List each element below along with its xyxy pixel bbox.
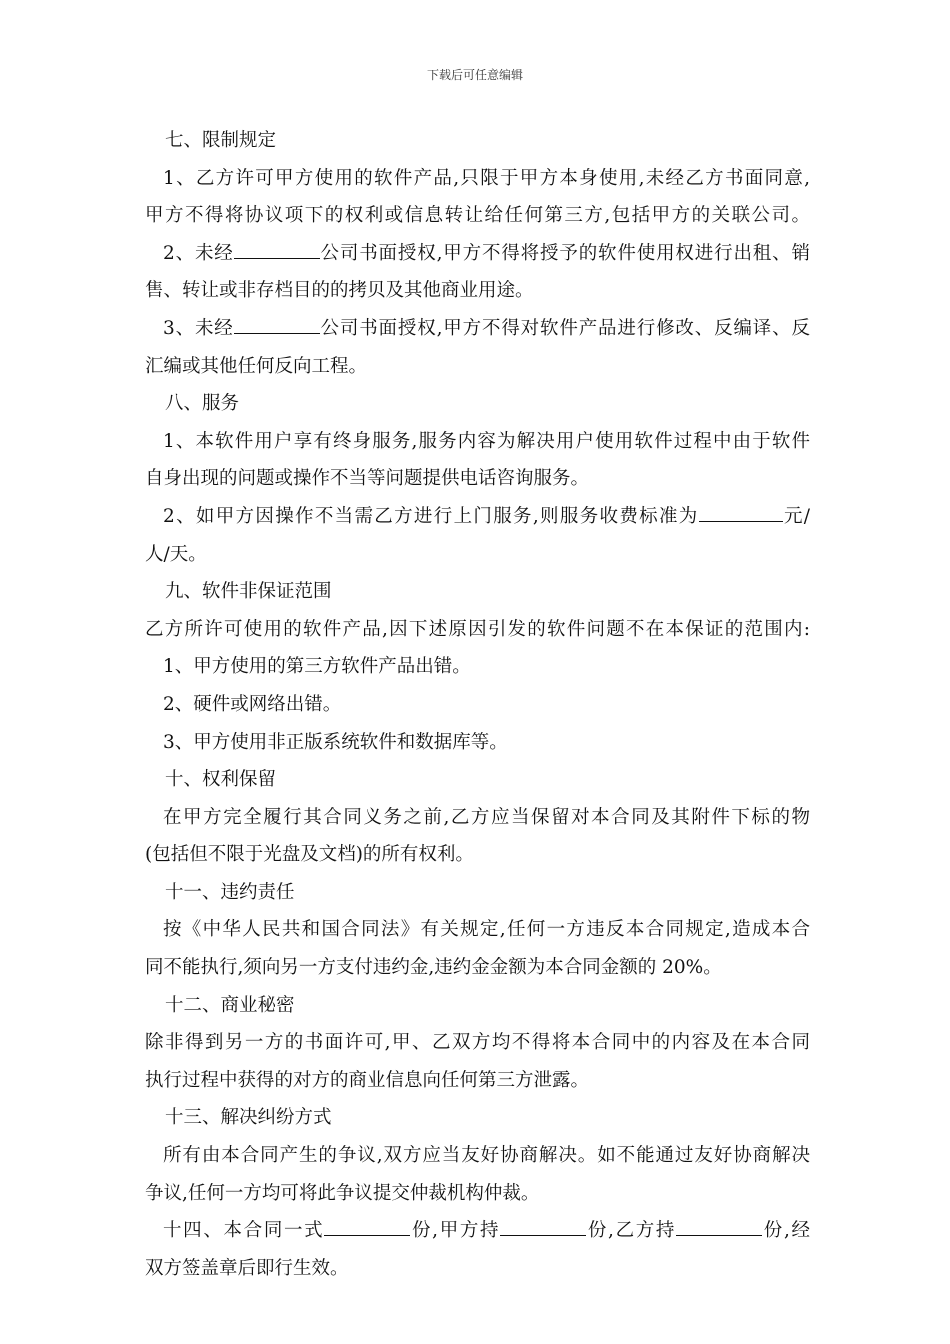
paragraph-line: 在甲方完全履行其合同义务之前,乙方应当保留对本合同及其附件下标的物 bbox=[163, 806, 810, 828]
section-heading-13: 十三、解决纠纷方式 bbox=[165, 1107, 332, 1129]
fill-in-blank bbox=[699, 501, 783, 522]
paragraph-line: 按《中华人民共和国合同法》有关规定,任何一方违反本合同规定,造成本合 bbox=[163, 919, 810, 941]
paragraph-line bbox=[145, 310, 810, 348]
text-segment: 2、如甲方因操作不当需乙方进行上门服务,则服务收费标准为 bbox=[163, 505, 699, 527]
paragraph-line bbox=[145, 235, 810, 273]
text-segment: 十四、本合同一式 bbox=[163, 1220, 325, 1242]
document-body bbox=[145, 122, 810, 1287]
fill-in-blank bbox=[234, 313, 320, 334]
fill-in-blank bbox=[234, 238, 320, 259]
paragraph-line: 同不能执行,须向另一方支付违约金,违约金金额为本合同金额的 20%。 bbox=[145, 957, 722, 979]
text-segment: 元/ bbox=[782, 505, 810, 527]
paragraph-line: 售、转让或非存档目的的拷贝及其他商业用途。 bbox=[145, 280, 534, 302]
fill-in-blank bbox=[500, 1215, 586, 1236]
section-heading-11: 十一、违约责任 bbox=[165, 881, 295, 903]
list-item: 1、甲方使用的第三方软件产品出错。 bbox=[163, 656, 471, 678]
list-item: 2、硬件或网络出错。 bbox=[163, 693, 342, 715]
list-item: 3、甲方使用非正版系统软件和数据库等。 bbox=[163, 731, 508, 753]
section-heading-8: 八、服务 bbox=[165, 393, 240, 415]
paragraph-line: 自身出现的问题或操作不当等问题提供电话咨询服务。 bbox=[145, 468, 590, 490]
fill-in-blank bbox=[324, 1215, 410, 1236]
paragraph-line bbox=[145, 1212, 810, 1250]
text-segment: 3、未经 bbox=[163, 317, 234, 339]
text-segment: 公司书面授权,甲方不得将授予的软件使用权进行出租、销 bbox=[319, 242, 810, 264]
paragraph-line: 双方签盖章后即行生效。 bbox=[145, 1257, 349, 1279]
section-heading-7: 七、限制规定 bbox=[165, 130, 277, 151]
text-segment: 份,经 bbox=[762, 1220, 810, 1242]
section-heading-10: 十、权利保留 bbox=[165, 769, 277, 791]
paragraph-line: 执行过程中获得的对方的商业信息向任何第三方泄露。 bbox=[145, 1069, 590, 1091]
page-header: 下载后可任意编辑 bbox=[426, 68, 523, 82]
paragraph-line: 所有由本合同产生的争议,双方应当友好协商解决。如不能通过友好协商解决 bbox=[163, 1145, 810, 1167]
paragraph-line: 汇编或其他任何反向工程。 bbox=[145, 355, 368, 377]
section-heading-9: 九、软件非保证范围 bbox=[165, 581, 332, 603]
paragraph-line: 甲方不得将协议项下的权利或信息转让给任何第三方,包括甲方的关联公司。 bbox=[145, 205, 810, 227]
text-segment: 份,乙方持 bbox=[586, 1220, 677, 1242]
paragraph-line: 1、本软件用户享有终身服务,服务内容为解决用户使用软件过程中由于软件 bbox=[163, 430, 810, 452]
text-segment: 2、未经 bbox=[163, 242, 234, 264]
paragraph-line: 争议,任何一方均可将此争议提交仲裁机构仲裁。 bbox=[145, 1182, 540, 1204]
text-segment: 份,甲方持 bbox=[410, 1220, 501, 1242]
paragraph-line bbox=[145, 498, 810, 536]
text-segment: 公司书面授权,甲方不得对软件产品进行修改、反编译、反 bbox=[319, 317, 810, 339]
paragraph-line: 人/天。 bbox=[145, 543, 207, 565]
paragraph-line: 乙方所许可使用的软件产品,因下述原因引发的软件问题不在本保证的范围内: bbox=[145, 618, 810, 640]
fill-in-blank bbox=[676, 1215, 762, 1236]
paragraph-line: (包括但不限于光盘及文档)的所有权利。 bbox=[145, 844, 474, 866]
paragraph-line: 1、乙方许可甲方使用的软件产品,只限于甲方本身使用,未经乙方书面同意, bbox=[163, 167, 810, 189]
paragraph-line: 除非得到另一方的书面许可,甲、乙双方均不得将本合同中的内容及在本合同 bbox=[145, 1032, 810, 1054]
section-heading-12: 十二、商业秘密 bbox=[165, 994, 295, 1016]
